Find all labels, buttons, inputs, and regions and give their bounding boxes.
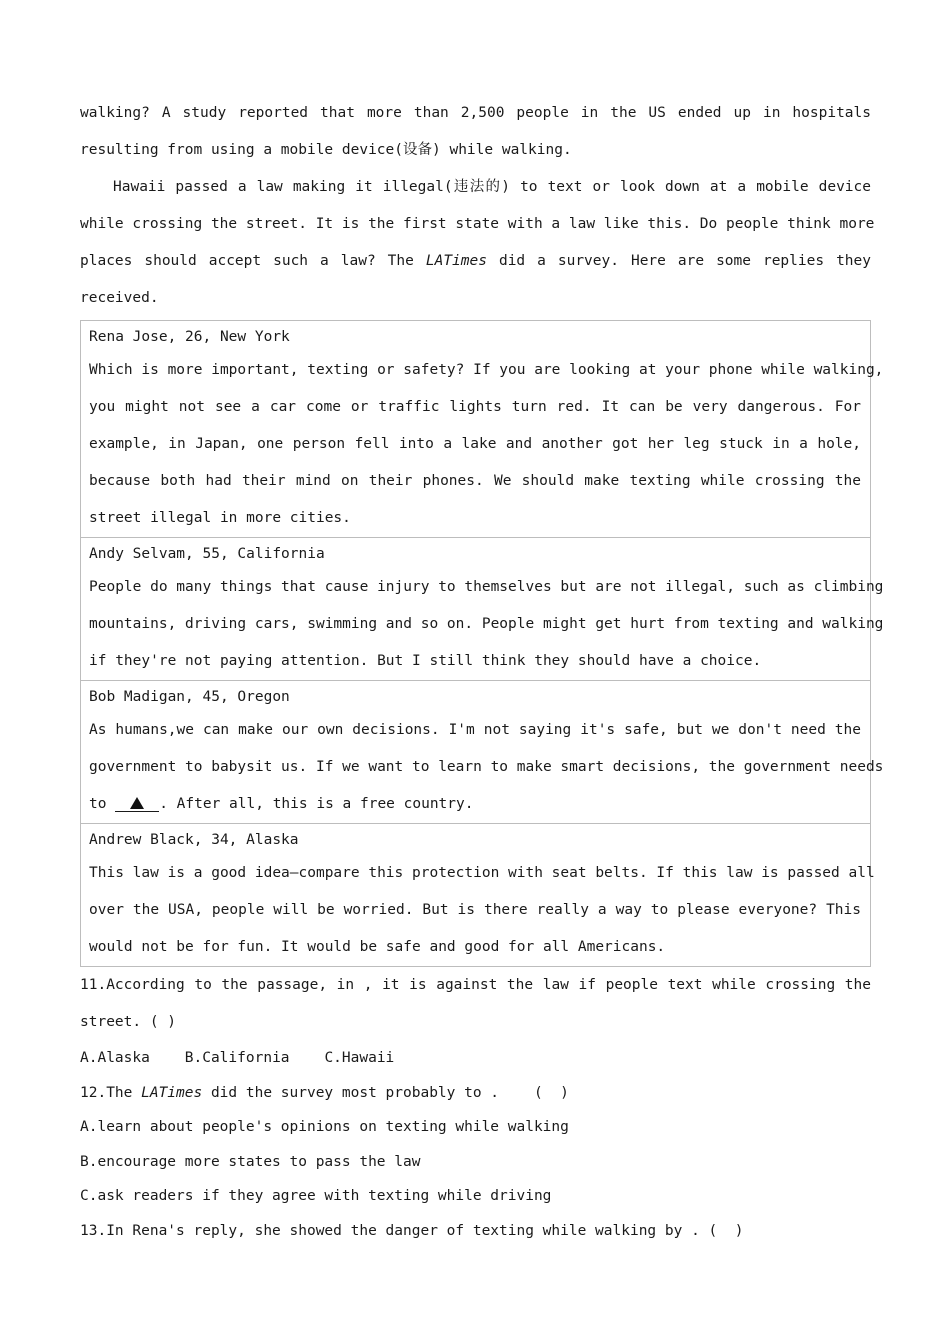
reply-line: mountains, driving cars, swimming and so on. People might get hurt from texting and walking — [89, 616, 884, 632]
reply-line: if they're not paying attention. But I still think they should have a choice. — [89, 653, 762, 669]
paragraph-1 — [80, 95, 871, 169]
paragraph-line: places should accept such a law? The LATimes did a survey. Here are some replies they — [80, 253, 871, 269]
paragraph-line: walking? A study reported that more than 2,500 people in the US ended up in hospitals — [80, 105, 871, 121]
newspaper-name: LATimes — [425, 253, 487, 269]
reply-author: Andrew Black, 34, Alaska — [89, 832, 299, 848]
reply-author: Andy Selvam, 55, California — [89, 546, 325, 562]
question-13 — [80, 1214, 871, 1249]
reply-line: As humans,we can make our own decisions. I'm not saying it's safe, but we don't need the — [89, 722, 861, 738]
option-b: B.encourage more states to pass the law — [80, 1153, 421, 1170]
reply-cell-andrew — [81, 823, 875, 966]
paragraph-line: while crossing the street. It is the first state with a law like this. Do people think more — [80, 216, 875, 232]
option-c: C.Hawaii — [324, 1050, 395, 1066]
reply-line: you might not see a car come or traffic lights turn red. It can be very dangerous. For — [89, 399, 861, 415]
reply-cell-bob — [81, 680, 884, 823]
reply-line: People do many things that cause injury to themselves but are not illegal, such as climbing — [89, 579, 884, 595]
question-11 — [80, 967, 871, 1076]
paragraph-line: Hawaii passed a law making it illegal(违法的) to text or look down at a mobile device — [113, 179, 871, 195]
paragraph-line: resulting from using a mobile device(设备) while walking. — [80, 142, 572, 158]
option-a: A.learn about people's opinions on texting while walking — [80, 1119, 569, 1135]
reply-line: would not be for fun. It would be safe and good for all Americans. — [89, 939, 666, 955]
reply-line: street illegal in more cities. — [89, 510, 351, 526]
reply-cell-andy — [81, 537, 884, 680]
question-stem: 11.According to the passage, in , it is against the law if people text while crossing the — [80, 977, 871, 993]
option-c: C.ask readers if they agree with texting while driving — [80, 1188, 552, 1204]
reply-line: example, in Japan, one person fell into a lake and another got her leg stuck in a hole, — [89, 436, 861, 452]
question-stem: 12.The LATimes did the survey most probably to . ( ) — [80, 1084, 569, 1101]
reply-line: This law is a good idea—compare this protection with seat belts. If this law is passed all — [89, 865, 875, 881]
reply-cell-rena — [81, 321, 884, 537]
paragraph-line: received. — [80, 290, 159, 306]
reply-line: because both had their mind on their phones. We should make texting while crossing the — [89, 473, 861, 489]
question-stem: street. ( ) — [80, 1014, 177, 1030]
fill-in-blank — [115, 797, 159, 812]
reply-line: over the USA, people will be worried. But is there really a way to please everyone? This — [89, 902, 861, 918]
option-b: B.California — [184, 1050, 290, 1066]
question-options — [80, 1041, 871, 1076]
reply-line: Which is more important, texting or safety? If you are looking at your phone while walking, — [89, 362, 884, 378]
question-12 — [80, 1076, 871, 1214]
reply-line: to . After all, this is a free country. — [89, 796, 474, 812]
triangle-icon — [130, 797, 144, 809]
reply-author: Rena Jose, 26, New York — [89, 329, 290, 345]
reply-author: Bob Madigan, 45, Oregon — [89, 689, 290, 705]
option-a: A.Alaska — [80, 1050, 150, 1066]
replies-table — [80, 320, 884, 967]
reply-line: government to babysit us. If we want to learn to make smart decisions, the government needs — [89, 759, 884, 775]
document-page — [80, 95, 884, 1248]
newspaper-name: LATimes — [141, 1084, 203, 1101]
question-stem: 13.In Rena's reply, she showed the danger of texting while walking by . ( ) — [80, 1222, 744, 1239]
paragraph-2 — [80, 169, 875, 317]
